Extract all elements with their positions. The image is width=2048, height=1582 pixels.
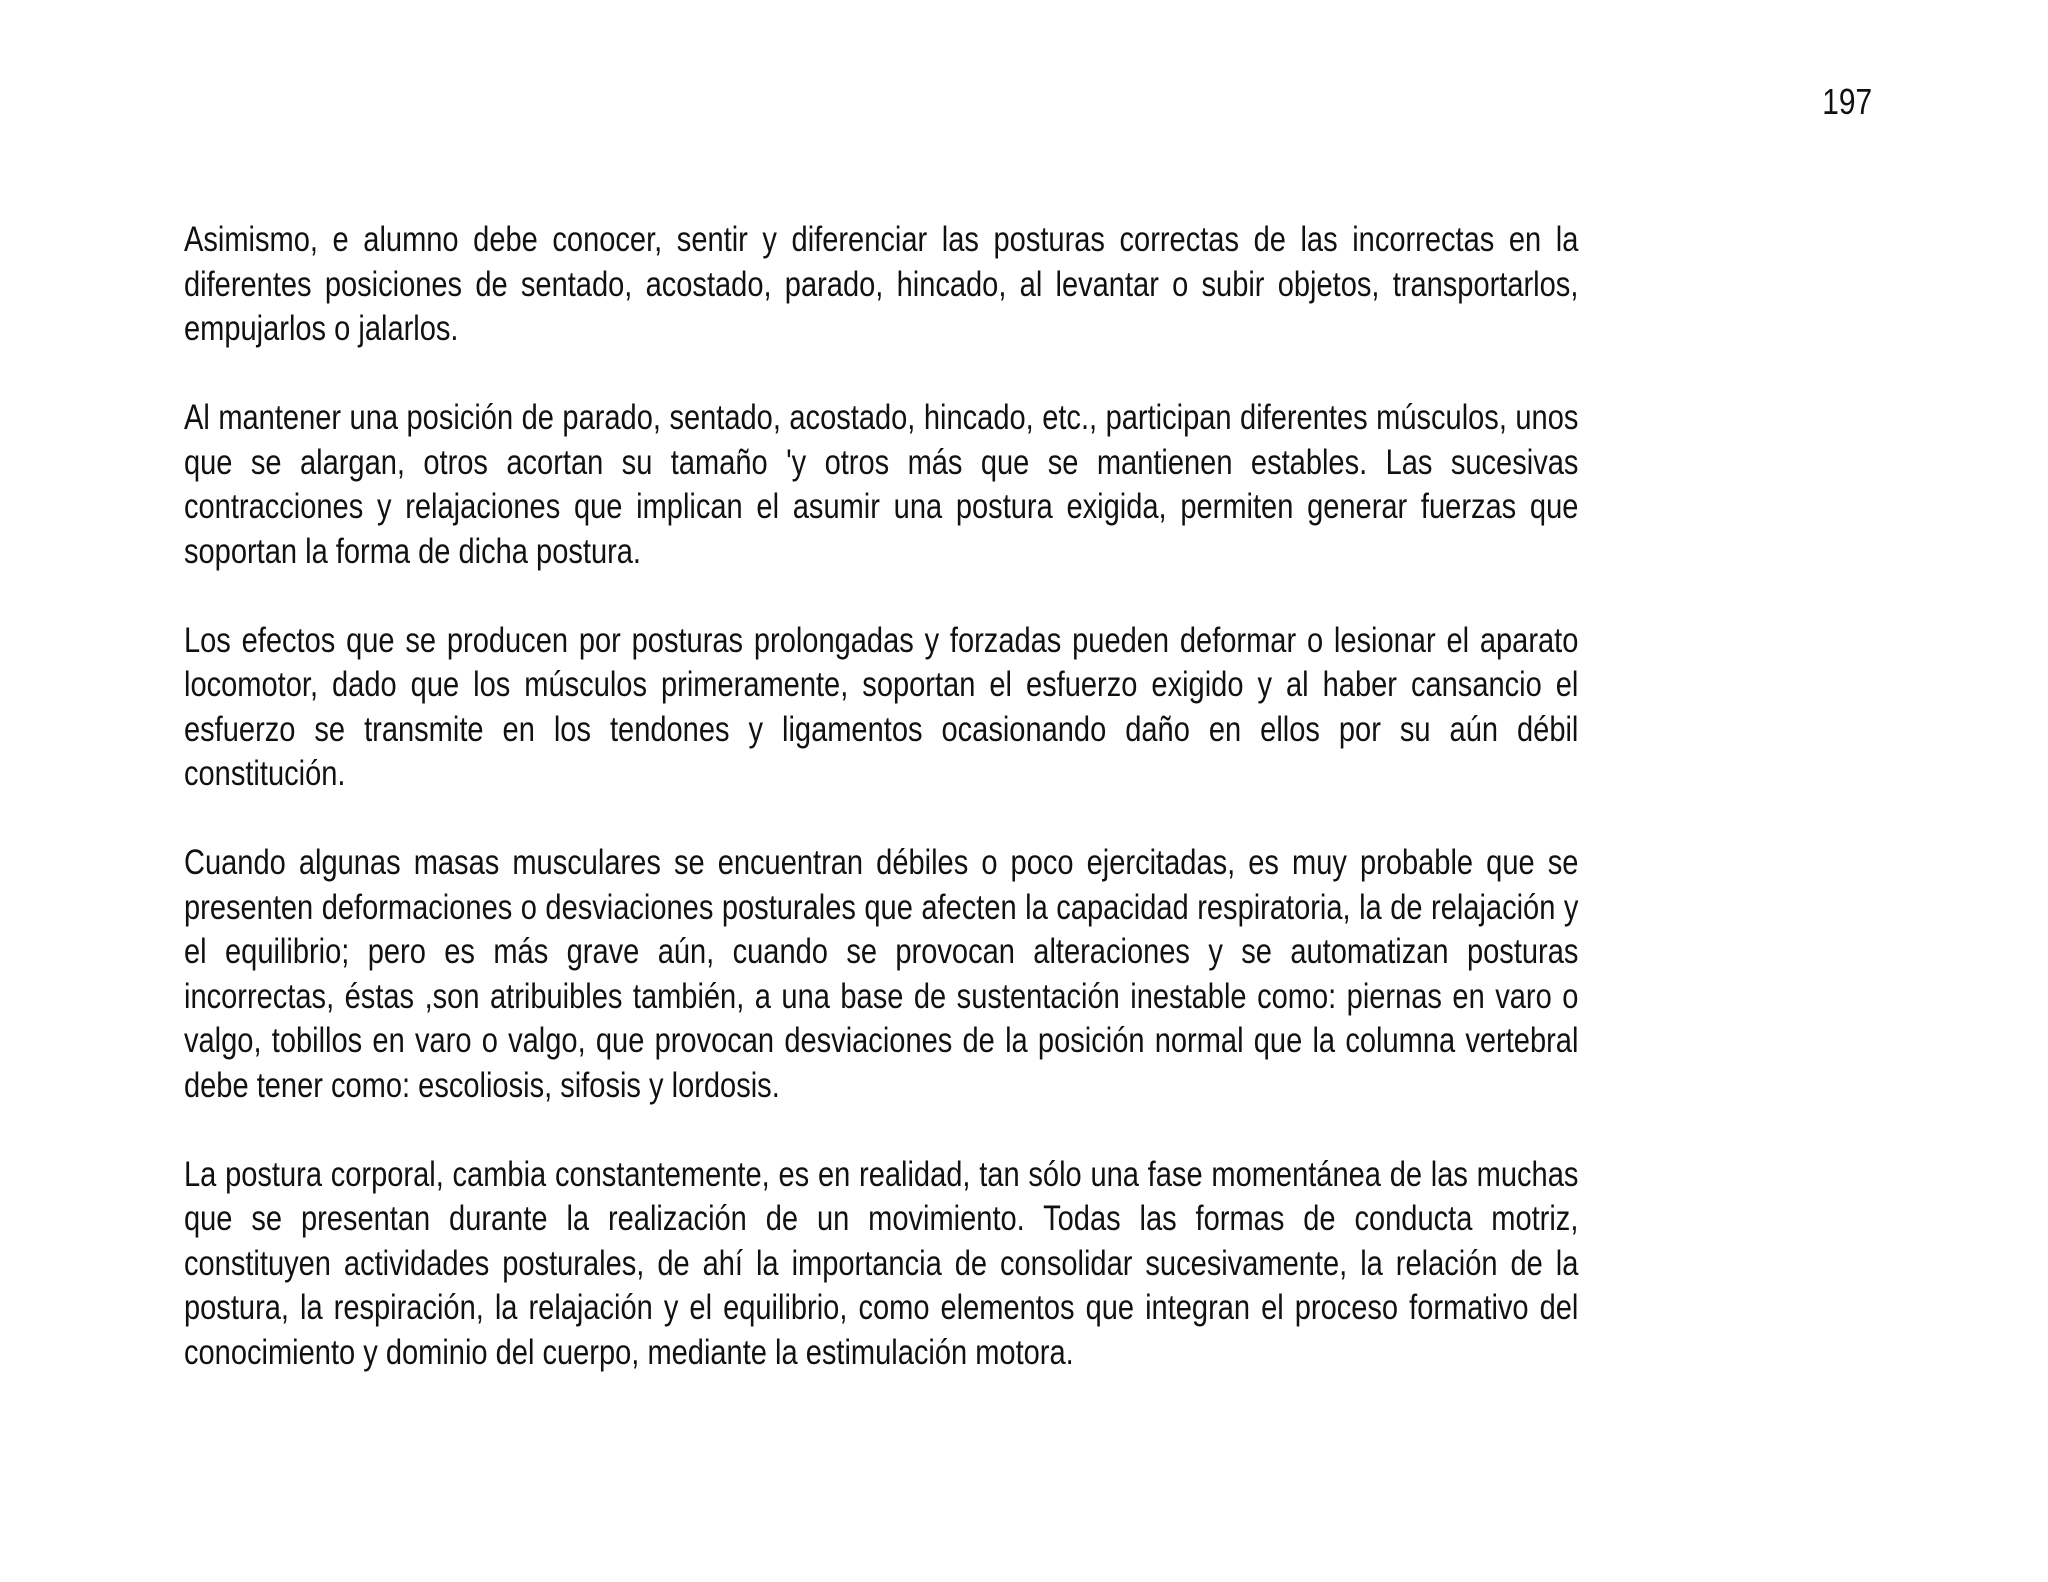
page-number: 197 <box>1822 81 1872 122</box>
paragraph: Al mantener una posición de parado, sentado, acostado, hincado, etc., participan diferentes músculos, unos que se alargan, otros acortan su tamaño 'y otros más que se mantienen estables. Las sucesivas contracciones y relajaciones que implican el asumir una postura exigida, permiten generar fuerzas que soportan la forma de dicha postura. <box>184 398 1579 571</box>
body-text <box>184 218 1578 1420</box>
paragraph: Los efectos que se producen por posturas prolongadas y forzadas pueden deformar o lesionar el aparato locomotor, dado que los músculos primeramente, soportan el esfuerzo exigido y al haber cansancio el esfuerzo se transmite en los tendones y ligamentos ocasionando daño en ellos por su aún débil constitución. <box>184 620 1579 793</box>
paragraph: Asimismo, e alumno debe conocer, sentir y diferenciar las posturas correctas de las incorrectas en la diferentes posiciones de sentado, acostado, parado, hincado, al levantar o subir objetos, transportarlos, empujarlos o jalarlos. <box>184 220 1579 348</box>
paragraph: La postura corporal, cambia constantemente, es en realidad, tan sólo una fase momentánea de las muchas que se presentan durante la realización de un movimiento. Todas las formas de conducta motriz, constituyen actividades posturales, de ahí la importancia de consolidar sucesivamente, la relación de la postura, la respiración, la relajación y el equilibrio, como elementos que integran el proceso formativo del conocimiento y dominio del cuerpo, mediante la estimulación motora. <box>184 1154 1579 1372</box>
paragraph: Cuando algunas masas musculares se encuentran débiles o poco ejercitadas, es muy probable que se presenten deformaciones o desviaciones posturales que afecten la capacidad respiratoria, la de relajación y el equilibrio; pero es más grave aún, cuando se provocan alteraciones y se automatizan posturas incorrectas, éstas ,son atribuibles también, a una base de sustentación inestable como: piernas en varo o valgo, tobillos en varo o valgo, que provocan desviaciones de la posición normal que la columna vertebral debe tener como: escoliosis, sifosis y lordosis. <box>184 843 1579 1105</box>
